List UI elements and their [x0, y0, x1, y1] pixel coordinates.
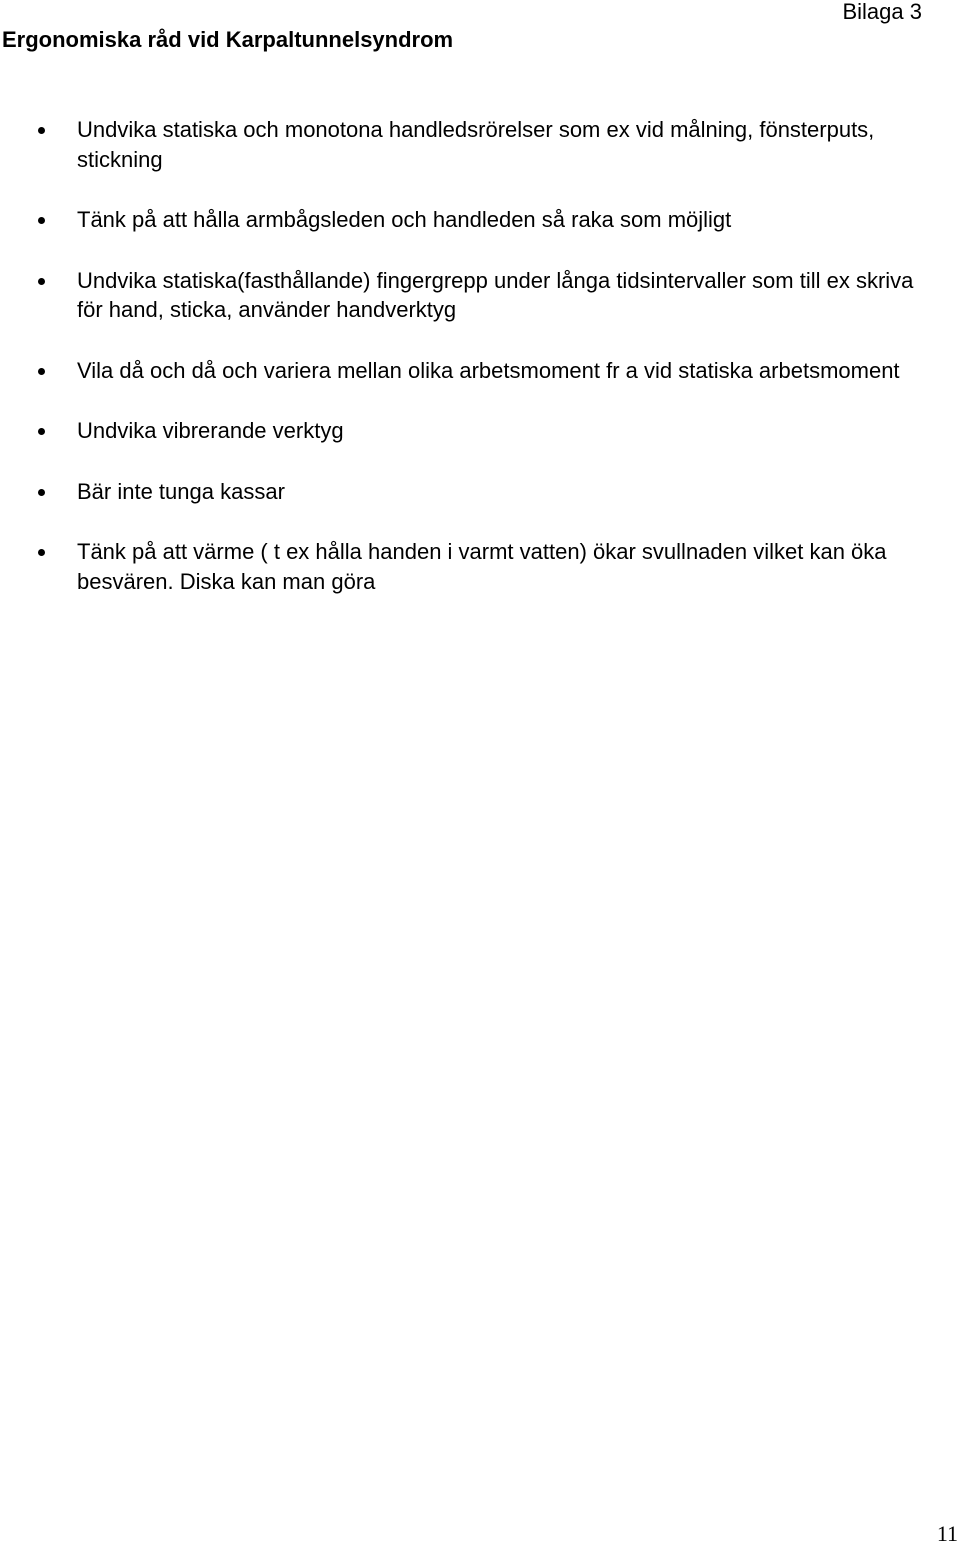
- advice-item: [0, 115, 945, 174]
- appendix-label: Bilaga 3: [842, 0, 922, 24]
- bullet-icon: [38, 549, 45, 556]
- bullet-icon: [38, 217, 45, 224]
- bullet-icon: [38, 368, 45, 375]
- advice-text: Tänk på att värme ( t ex hålla handen i varmt vatten) ökar svullnaden vilket kan öka besvären. Diska kan man göra: [77, 539, 887, 594]
- advice-text: Undvika vibrerande verktyg: [77, 418, 344, 443]
- page-number: 11: [936, 1521, 958, 1546]
- advice-text: Undvika statiska och monotona handledsrörelser som ex vid målning, fönsterputs, stickning: [77, 117, 875, 172]
- bullet-icon: [38, 428, 45, 435]
- advice-item: [0, 205, 945, 235]
- advice-item: [0, 356, 945, 386]
- advice-item: [0, 477, 945, 507]
- advice-list: [0, 115, 945, 627]
- advice-text: Undvika statiska(fasthållande) fingergrepp under långa tidsintervaller som till ex skriva för hand, sticka, använder handverktyg: [77, 267, 914, 322]
- bullet-icon: [38, 127, 45, 134]
- advice-item: [0, 416, 945, 446]
- bullet-icon: [38, 489, 45, 496]
- advice-item: [0, 266, 945, 325]
- advice-text: Tänk på att hålla armbågsleden och handleden så raka som möjligt: [77, 207, 732, 232]
- advice-item: [0, 537, 945, 596]
- advice-text: Bär inte tunga kassar: [77, 478, 285, 504]
- advice-text: Vila då och då och variera mellan olika arbetsmoment fr a vid statiska arbetsmoment: [77, 357, 900, 383]
- document-title: Ergonomiska råd vid Karpaltunnelsyndrom: [2, 27, 454, 52]
- bullet-icon: [38, 278, 45, 285]
